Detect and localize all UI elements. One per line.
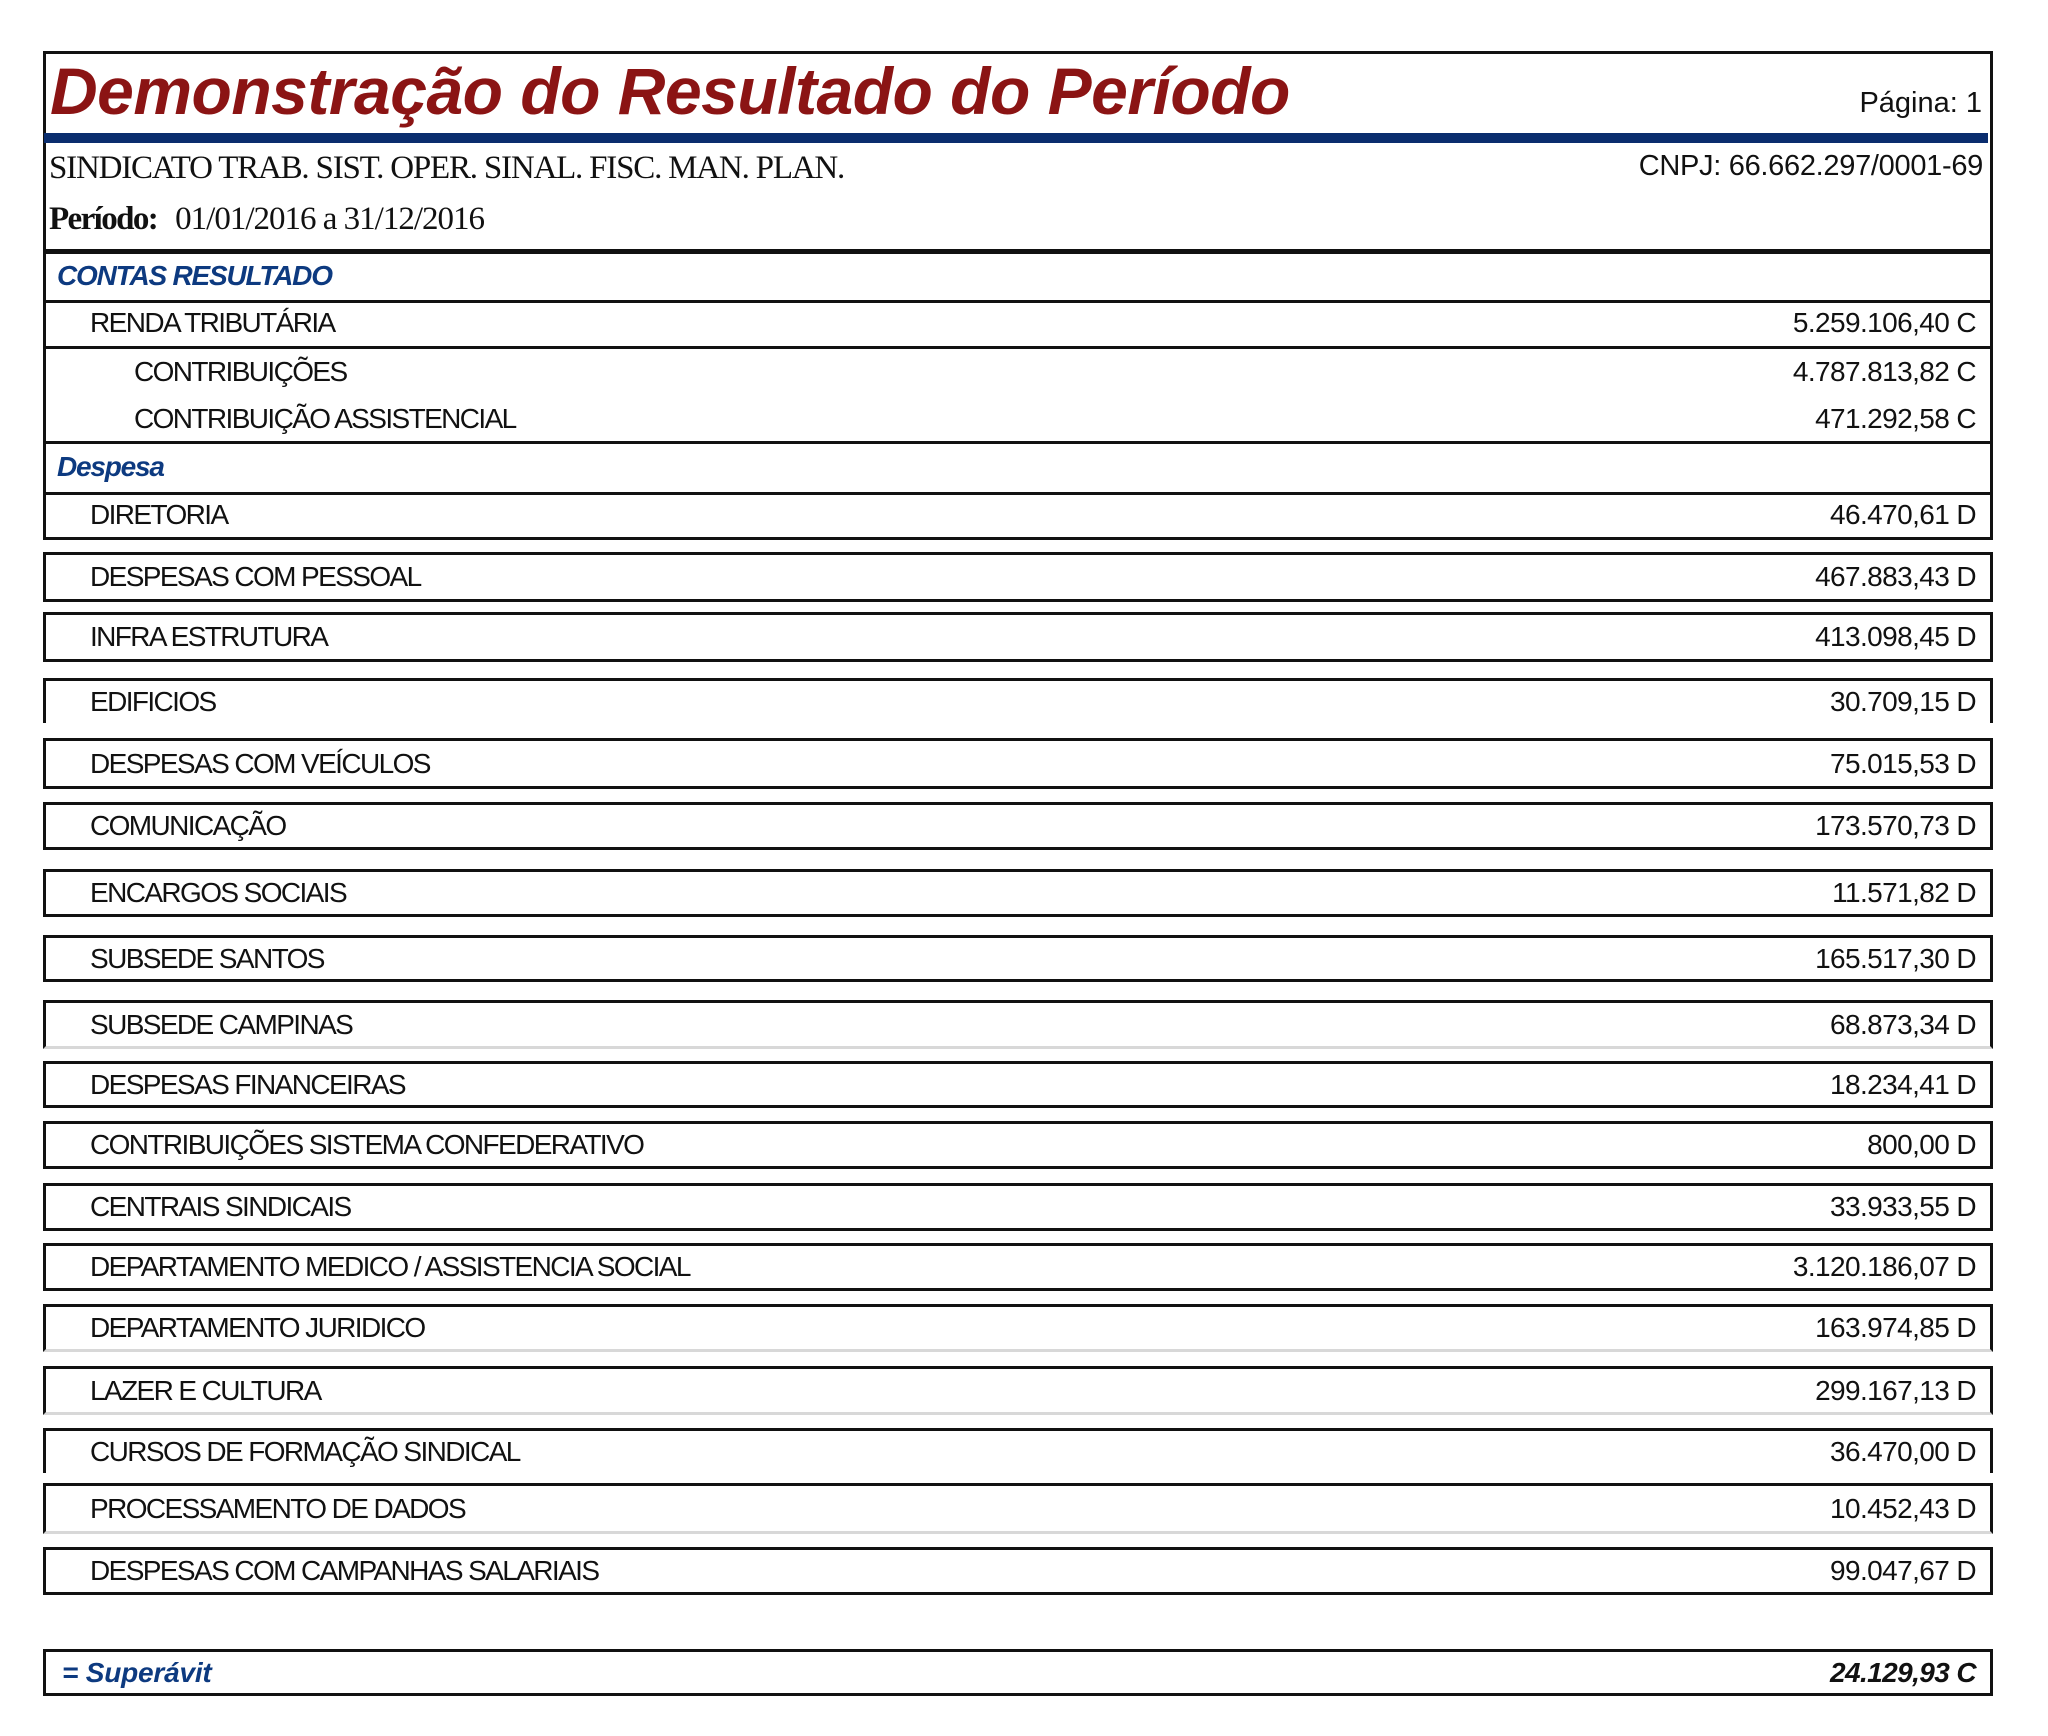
row-label: CONTRIBUIÇÕES	[134, 355, 347, 387]
row-value: 11.571,82 D	[1832, 877, 1976, 908]
expense-row	[43, 935, 1993, 982]
expense-row	[43, 1061, 1993, 1108]
row-value: 299.167,13 D	[1815, 1374, 1976, 1406]
period-label: Período:	[49, 201, 158, 237]
row-label: COMUNICAÇÃO	[90, 810, 286, 841]
row-value: 33.933,55 D	[1830, 1191, 1976, 1222]
row-label: DESPESAS FINANCEIRAS	[90, 1068, 405, 1100]
row-value: 173.570,73 D	[1815, 810, 1976, 841]
row-label: DIRETORIA	[90, 498, 228, 530]
section-label: Despesa	[57, 450, 164, 482]
section-row-despesa	[43, 441, 1993, 495]
expense-row	[43, 1000, 1993, 1049]
row-value: 46.470,61 D	[1830, 498, 1976, 530]
row-value: 99.047,67 D	[1830, 1555, 1976, 1586]
row-value: 5.259.106,40 C	[1792, 307, 1976, 338]
row-value: 36.470,00 D	[1830, 1436, 1976, 1467]
row-value: 800,00 D	[1867, 1129, 1976, 1160]
report-title: Demonstração do Resultado do Período	[50, 54, 1290, 128]
row-value: 163.974,85 D	[1815, 1312, 1976, 1343]
row-label: INFRA ESTRUTURA	[90, 621, 328, 652]
expense-row	[43, 1366, 1993, 1415]
row-value: 3.120.186,07 D	[1792, 1251, 1976, 1282]
row-value: 18.234,41 D	[1830, 1068, 1976, 1100]
row-label: EDIFICIOS	[90, 686, 216, 717]
expense-row	[43, 1243, 1993, 1291]
row-value: 471.292,58 C	[1815, 402, 1976, 434]
revenue-item-row	[43, 396, 1993, 444]
title-divider	[44, 133, 1988, 143]
row-label: SUBSEDE SANTOS	[90, 942, 324, 974]
expense-row	[43, 738, 1993, 789]
row-value: 467.883,43 D	[1815, 561, 1976, 592]
result-row	[43, 1649, 1993, 1696]
row-label: CURSOS DE FORMAÇÃO SINDICAL	[90, 1436, 520, 1467]
row-label: DEPARTAMENTO JURIDICO	[90, 1312, 425, 1343]
cnpj: CNPJ: 66.662.297/0001-69	[1638, 150, 1983, 182]
row-label: DESPESAS COM VEÍCULOS	[90, 747, 430, 779]
period	[49, 199, 484, 239]
organization-name: SINDICATO TRAB. SIST. OPER. SINAL. FISC. MAN. PLAN.	[49, 150, 845, 186]
row-label: DESPESAS COM PESSOAL	[90, 561, 421, 592]
row-label: DEPARTAMENTO MEDICO / ASSISTENCIA SOCIAL	[90, 1251, 690, 1282]
row-label: DESPESAS COM CAMPANHAS SALARIAIS	[90, 1555, 599, 1586]
row-value: 10.452,43 D	[1830, 1492, 1976, 1524]
expense-row	[43, 1121, 1993, 1169]
row-label: CENTRAIS SINDICAIS	[90, 1191, 351, 1222]
expense-row	[43, 869, 1993, 917]
period-value: 01/01/2016 a 31/12/2016	[175, 201, 484, 237]
expense-row	[43, 612, 1993, 662]
row-value: 30.709,15 D	[1830, 686, 1976, 717]
expense-row	[43, 1183, 1993, 1231]
row-value: 413.098,45 D	[1815, 621, 1976, 652]
row-label: CONTRIBUIÇÃO ASSISTENCIAL	[134, 402, 516, 434]
expense-row	[43, 552, 1993, 602]
row-value: 4.787.813,82 C	[1792, 355, 1976, 387]
revenue-total-row	[43, 300, 1993, 349]
page-number: Página: 1	[1859, 87, 1982, 119]
expense-row	[43, 678, 1993, 723]
row-label: CONTRIBUIÇÕES SISTEMA CONFEDERATIVO	[90, 1129, 644, 1160]
section-row-contas-resultado	[43, 252, 1993, 303]
expense-row	[43, 1483, 1993, 1534]
section-label: CONTAS RESULTADO	[57, 260, 332, 291]
row-label: ENCARGOS SOCIAIS	[90, 877, 347, 908]
row-label: LAZER E CULTURA	[90, 1374, 321, 1406]
row-label: PROCESSAMENTO DE DADOS	[90, 1492, 466, 1524]
expense-row	[43, 1304, 1993, 1352]
result-label: = Superávit	[62, 1656, 212, 1688]
row-label: RENDA TRIBUTÁRIA	[90, 307, 335, 338]
expense-row	[43, 1547, 1993, 1595]
expense-row	[43, 492, 1993, 540]
expense-row	[43, 1428, 1993, 1473]
row-value: 165.517,30 D	[1815, 942, 1976, 974]
revenue-item-row	[43, 347, 1993, 396]
row-value: 68.873,34 D	[1830, 1008, 1976, 1040]
row-label: SUBSEDE CAMPINAS	[90, 1008, 353, 1040]
result-value: 24.129,93 C	[1830, 1656, 1976, 1688]
expense-row	[43, 802, 1993, 850]
row-value: 75.015,53 D	[1830, 747, 1976, 779]
